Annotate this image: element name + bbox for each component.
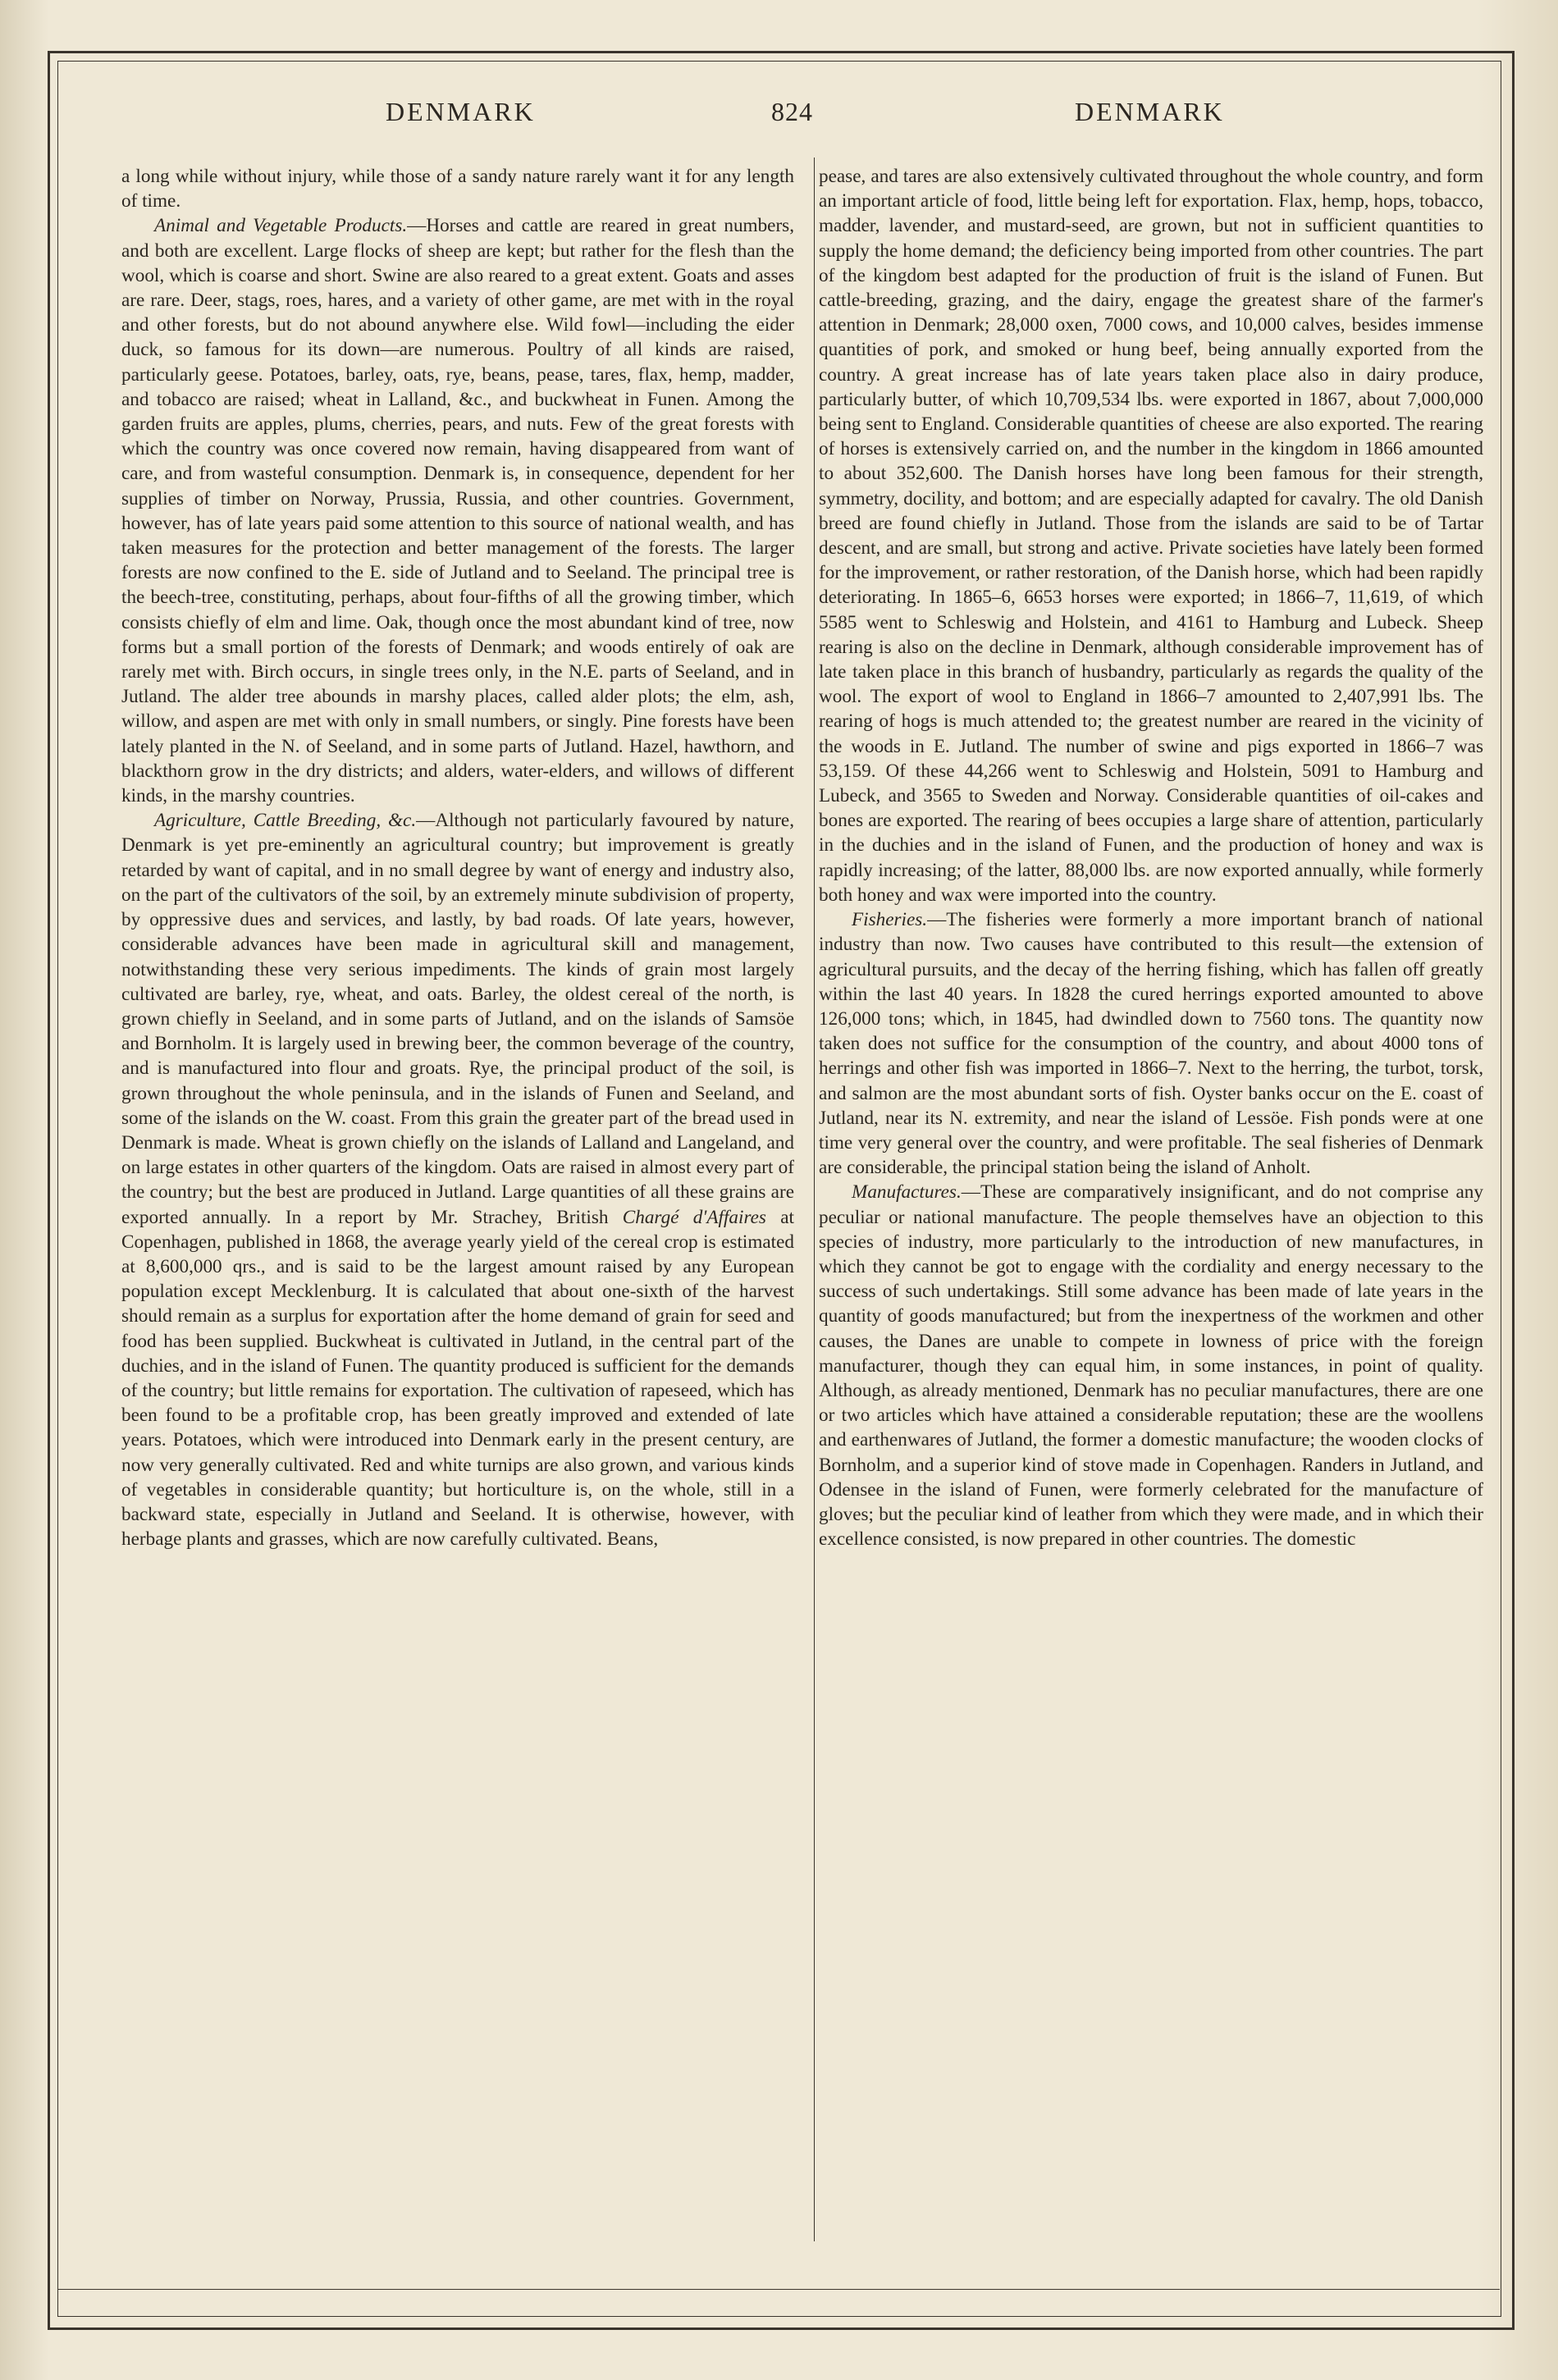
header-right-title: DENMARK <box>1075 97 1225 126</box>
right-column <box>819 164 1483 1551</box>
column-divider <box>814 158 815 2241</box>
paragraph-agriculture <box>121 808 794 1551</box>
paragraph-text: —These are comparatively insignificant, and do not comprise any peculiar or national manufacture. The people themselves have an objection to this species of industry, more particularly to the introduction of new manufactures, in which they cannot be got to engage with the cordiality and energy necessary to the success of such undertakings. Still some advance has been made of late years in the quantity of goods manufactured; but from the inexpertness of the workmen and other causes, the Danes are unable to compete in lowness of price with the foreign manufacturer, though they can equal him, in some instances, in point of quality. Although, as already mentioned, Denmark has no peculiar manufactures, there are one or two articles which have attained a considerable reputation; these are the woollens and earthenwares of Jutland, the former a domestic manufacture; the wooden clocks of Bornholm, and a superior kind of stove made in Copenhagen. Randers in Jutland, and Odensee in the island of Funen, were formerly celebrated for the manufacture of gloves; but the peculiar kind of leather from which they were made, and in which their excellence consisted, is now prepared in other countries. The domestic <box>819 1181 1483 1551</box>
paragraph-text: —Horses and cattle are reared in great numbers, and both are excellent. Large flocks of sheep are kept; but rather for the flesh than the wool, which is coarse and short. Swine are also reared to a great extent. Goats and asses are rare. Deer, stags, roes, hares, and a variety of other game, are met with in the royal and other forests, but do not abound anywhere else. Wild fowl—including the eider duck, so famous for its down—are numerous. Poultry of all kinds are raised, particularly geese. Potatoes, barley, oats, rye, beans, pease, tares, flax, hemp, madder, and tobacco are raised; wheat in Lalland, &c., and buckwheat in Funen. Among the garden fruits are apples, plums, cherries, pears, and nuts. Few of the great forests with which the country was once covered now remain, having disappeared from want of care, and from wasteful consumption. Denmark is, in consequence, dependent for her supplies of timber on Norway, Prussia, Russia, and other countries. Government, however, has of late years paid some attention to this source of national wealth, and has taken measures for the protection and better management of the forests. The larger forests are now confined to the E. side of Jutland and to Seeland. The principal tree is the beech-tree, constituting, perhaps, about four-fifths of all the growing timber, which consists chiefly of elm and lime. Oak, though once the most abundant kind of tree, now forms but a small portion of the forests of Denmark; and woods entirely of oak are rarely met with. Birch occurs, in single trees only, in the N.E. parts of Seeland, and in Jutland. The alder tree abounds in marshy places, called alder plots; the elm, ash, willow, and aspen are met with only in small numbers, or singly. Pine forests have been lately planted in the N. of Seeland, and in some parts of Jutland. Hazel, hawthorn, and blackthorn grow in the dry districts; and alders, water-elders, and willows of different kinds, in the marshy countries. <box>121 215 794 807</box>
paragraph-continuation: pease, and tares are also extensively cultivated throughout the whole country, and form an important article of food, little being left for exportation. Flax, hemp, hops, tobacco, madder, lavender, and mustard-seed, are grown, but not in sufficient quantities to supply the home demand; the deficiency being imported from other countries. The part of the kingdom best adapted for the production of fruit is the island of Funen. But cattle-breeding, grazing, and the dairy, engage the greatest share of the farmer's attention in Denmark; 28,000 oxen, 7000 cows, and 10,000 calves, besides immense quantities of pork, and smoked or hung beef, being annually exported from the country. A great increase has of late years taken place also in dairy produce, particularly butter, of which 10,709,534 lbs. were exported in 1867, about 7,000,000 being sent to England. Considerable quantities of cheese are also exported. The rearing of horses is extensively carried on, and the number in the kingdom in 1866 amounted to about 352,600. The Danish horses have long been famous for their strength, symmetry, docility, and bottom; and are especially adapted for cavalry. The old Danish breed are found chiefly in Jutland. Those from the islands are said to be of Tartar descent, and are small, but strong and active. Private societies have lately been formed for the improvement, or rather restoration, of the Danish horse, which had been rapidly deteriorating. In 1865–6, 6653 horses were exported; in 1866–7, 11,619, of which 5585 went to Schleswig and Holstein, and 4161 to Hamburg and Lubeck. Sheep rearing is also on the decline in Denmark, although considerable improvement has of late taken place in this branch of husbandry, particularly as regards the quality of the wool. The export of wool to England in 1866–7 amounted to 2,407,991 lbs. The rearing of hogs is much attended to; the greatest number are reared in the vicinity of the woods in E. Jutland. The number of swine and pigs exported in 1866–7 was 53,159. Of these 44,266 went to Schleswig and Holstein, 5091 to Hamburg and Lubeck, and 3565 to Sweden and Norway. Considerable quantities of oil-cakes and bones are exported. The rearing of bees occupies a large share of attention, particularly in the duchies and in the island of Funen, and the production of honey and wax is rapidly increasing; of the latter, 88,000 lbs. are now exported annually, while formerly both honey and wax were imported into the country. <box>819 166 1483 906</box>
header-left-title: DENMARK <box>386 97 536 126</box>
section-heading: Manufactures. <box>852 1181 962 1204</box>
paragraph-fisheries <box>819 907 1483 1180</box>
section-heading: Fisheries. <box>852 909 928 931</box>
left-column <box>121 164 794 1551</box>
paragraph-continuation: a long while without injury, while those of a sandy nature rarely want it for any length of time. <box>121 166 794 212</box>
paragraph-text: —The fisheries were formerly a more important branch of national industry than now. Two causes have contributed to this result—the extension of agricultural pursuits, and the decay of the herring fishing, which has fallen off greatly within the last 40 years. In 1828 the cured herrings exported amounted to above 126,000 tons; which, in 1845, had dwindled down to 7560 tons. The quantity now taken does not suffice for the consumption of the country, and about 4000 tons of herrings and other fish was imported in 1866–7. Next to the herring, the turbot, torsk, and salmon are the most abundant sorts of fish. Oyster banks occur on the E. coast of Jutland, near its N. extremity, and near the island of Lessöe. Fish ponds were at one time very general over the country, and were profitable. The seal fisheries of Denmark are considerable, the principal station being the island of Anholt. <box>819 909 1483 1179</box>
paragraph-text: at Copenhagen, published in 1868, the average yearly yield of the cereal crop is estimated at 8,600,000 qrs., and is said to be the largest amount raised by any European population except Mecklenburg. It is calculated that about one-sixth of the harvest should remain as a surplus for exportation after the home demand of grain for seed and food has been supplied. Buckwheat is cultivated in Jutland, in the central part of the duchies, and in the island of Funen. The quantity produced is sufficient for the demands of the country; but little remains for exportation. The cultivation of rapeseed, which has been found to be a profitable crop, has been greatly improved and extended of late years. Potatoes, which were introduced into Denmark early in the present century, are now very generally cultivated. Red and white turnips are also grown, and various kinds of vegetables in considerable quantity; but horticulture is, on the whole, still in a backward state, especially in Jutland and Seeland. It is otherwise, however, with herbage plants and grasses, which are now carefully cultivated. Beans, <box>121 1206 794 1551</box>
italic-term: Chargé d'Affaires <box>622 1206 766 1228</box>
section-heading: Agriculture, Cattle Breeding, &c. <box>154 810 417 832</box>
bottom-rule <box>57 2289 1500 2290</box>
section-heading: Animal and Vegetable Products. <box>154 215 408 237</box>
paragraph-animal-vegetable-products <box>121 213 794 808</box>
paragraph-manufactures <box>819 1180 1483 1551</box>
paragraph-text: —Although not particularly favoured by nature, Denmark is yet pre-eminently an agricultural country; but improvement is greatly retarded by want of capital, and in no small degree by want of energy and industry also, on the part of the cultivators of the soil, by an extremely minute subdivision of property, by oppressive dues and services, and lastly, by bad roads. Of late years, however, considerable advances have been made in agricultural skill and management, notwithstanding these very serious impediments. The kinds of grain most largely cultivated are barley, rye, wheat, and oats. Barley, the oldest cereal of the north, is grown chiefly in Seeland, and in some parts of Jutland, and on the islands of Samsöe and Bornholm. It is largely used in brewing beer, the common beverage of the country, and is manufactured into flour and groats. Rye, the principal product of the soil, is grown throughout the whole peninsula, and in the islands of Funen and Seeland, and some of the islands on the W. coast. From this grain the greater part of the bread used in Denmark is made. Wheat is grown chiefly on the islands of Lalland and Langeland, and on large estates in other quarters of the kingdom. Oats are raised in almost every part of the country; but the best are produced in Jutland. Large quantities of all these grains are exported annually. In a report by Mr. Strachey, British <box>121 810 795 1228</box>
page-number: 824 <box>771 97 813 126</box>
running-header <box>90 97 1485 138</box>
